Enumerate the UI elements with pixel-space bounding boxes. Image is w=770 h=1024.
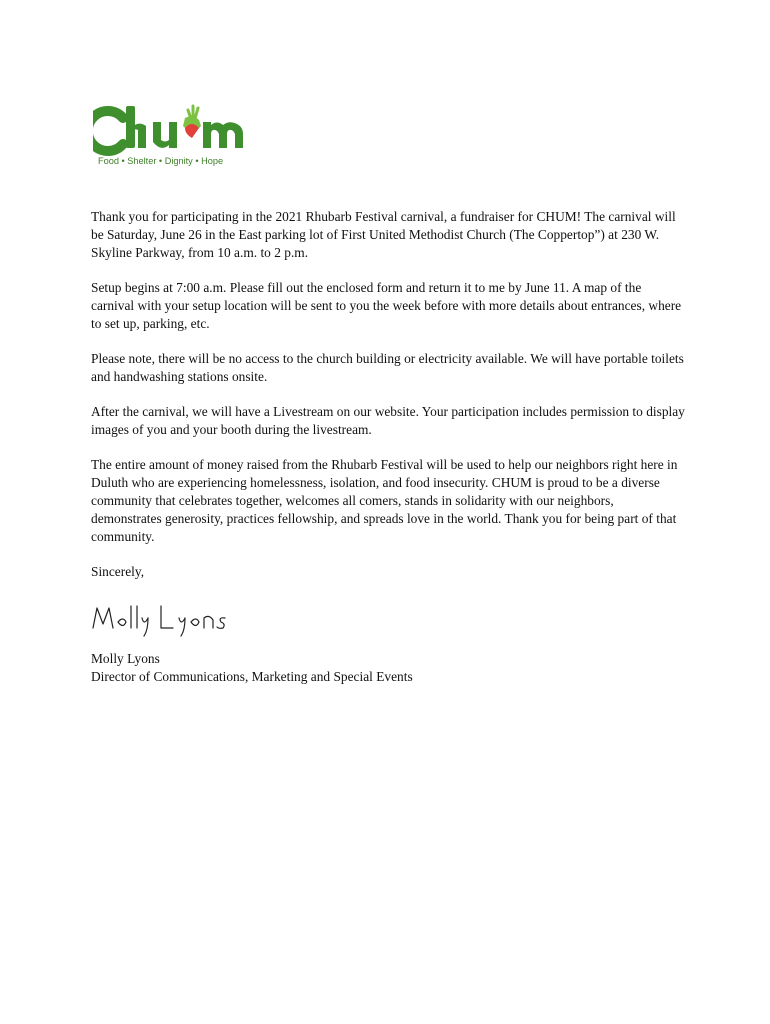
letter-paragraph-5: The entire amount of money raised from the Rhubarb Festival will be used to help our neighbors right here in Duluth who are experiencing homelessness, isolation, and food insecurity. CHUM is proud to be a diverse community that celebrates together, welcomes all comers, stands in solidarity with our neighbors, demonstrates generosity, practices fellowship, and spreads love in the world. Thank you for being part of that community.: [91, 457, 678, 544]
letter-paragraph-1: Thank you for participating in the 2021 Rhubarb Festival carnival, a fundraiser for CHUM! The carnival will be Saturday, June 26 in the East parking lot of First United Methodist Church (The Coppertop”) at 230 W. Skyline Parkway, from 10 a.m. to 2 p.m.: [91, 209, 676, 260]
letter-paragraph-3: Please note, there will be no access to the church building or electricity available. We will have portable toilets and handwashing stations onsite.: [91, 351, 684, 384]
handwritten-signature: [91, 598, 686, 638]
letter-paragraph-4: After the carnival, we will have a Livestream on our website. Your participation includes permission to display images of you and your booth during the livestream.: [91, 404, 685, 437]
signature-graphic: [91, 598, 291, 638]
signer-name: Molly Lyons: [91, 651, 160, 666]
letter-closing: Sincerely,: [91, 564, 145, 579]
letter-body: [91, 208, 686, 686]
letter-paragraph-2: Setup begins at 7:00 a.m. Please fill out the enclosed form and return it to me by June 11. A map of the carnival with your setup location will be sent to you the week before with more details about entrances, where to set up, parking, etc.: [91, 280, 682, 331]
signer-title: Director of Communications, Marketing and Special Events: [91, 669, 413, 684]
logo-tagline: Food • Shelter • Dignity • Hope: [98, 156, 224, 166]
chum-logo-graphic: [93, 96, 258, 168]
chum-logo: [93, 96, 258, 168]
signer-block: [91, 650, 686, 686]
